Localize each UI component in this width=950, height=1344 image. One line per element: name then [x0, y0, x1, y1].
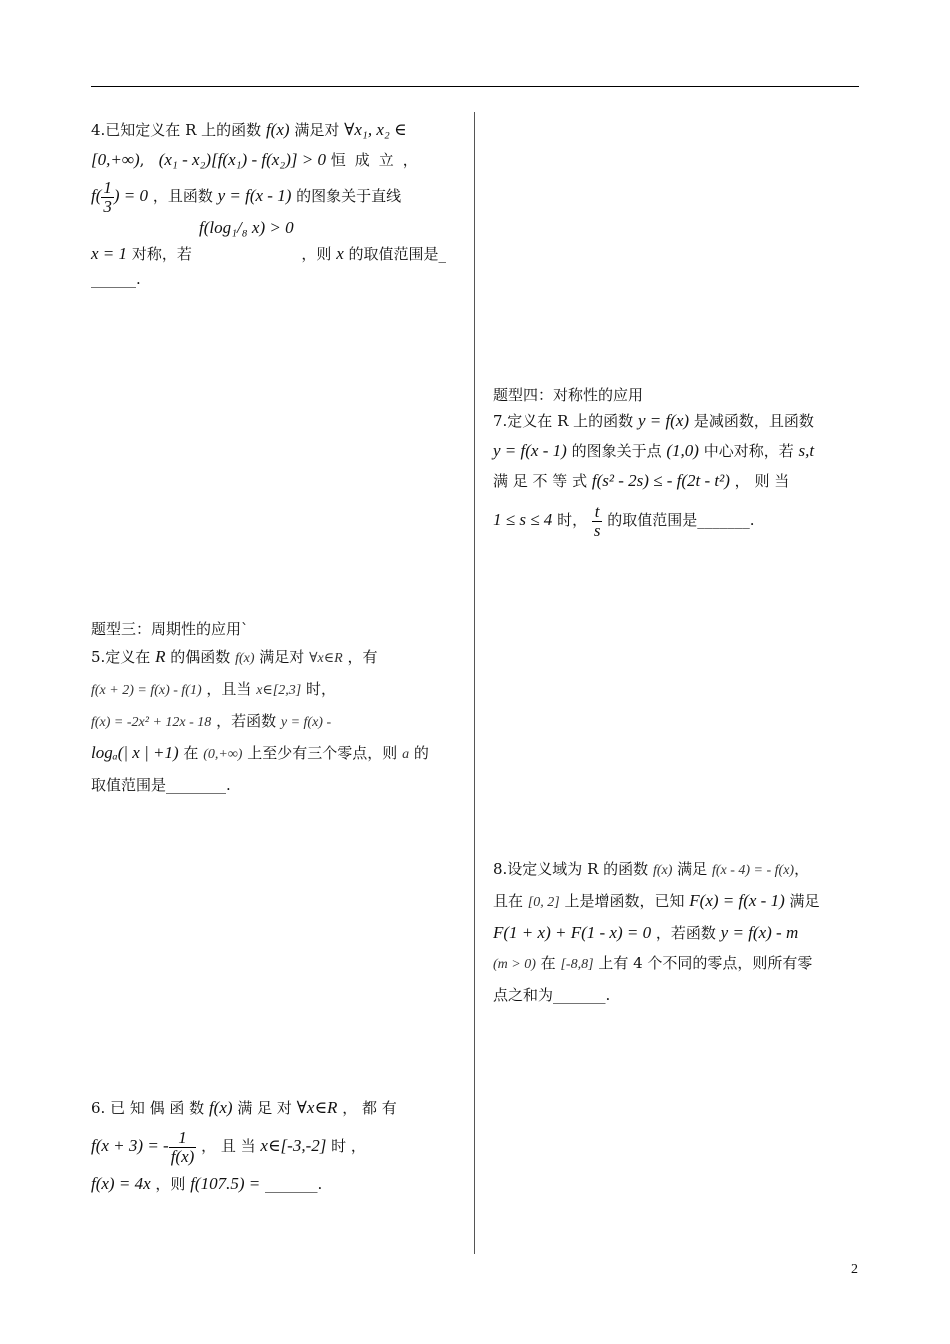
problem-4-line-5: x = 1 对称，若 ，则 x 的取值范围是_ — [91, 244, 447, 263]
problem-7-line-3: 满 足 不 等 式 f(s² - 2s) ≤ - f(2t - t²) ， 则 当 — [493, 471, 790, 490]
problem-6-line-1: 6. 已 知 偶 函 数 f(x) 满 足 对 ∀x∈R ， 都 有 — [91, 1098, 397, 1117]
problem-5-line-2: f(x + 2) = f(x) - f(1) ，且当 x∈[2,3] 时， — [91, 680, 336, 698]
problem-4-line-6: ______. — [91, 270, 141, 288]
problem-4 — [91, 115, 469, 289]
problem-7-line-2: y = f(x - 1) 的图象关于点 (1,0) 中心对称，若 s,t — [493, 441, 815, 460]
problem-5-line-5: 取值范围是________. — [91, 776, 231, 794]
fraction-one-over-fx: $\frac{1}{f(x)}$ — [170, 1127, 195, 1166]
problem-8-line-3: F(1 + x) + F(1 - x) = 0 ，若函数 y = f(x) - m — [493, 923, 799, 942]
problem-4-line-1: 4.已知定义在 R 上的函数 f(x) 满足对 ∀x₁, x₂ ∈ — [91, 120, 407, 139]
problem-8-line-2: 且在 [0, 2] 上是增函数，已知 F(x) = f(x - 1) 满足 — [493, 891, 820, 910]
problem-5 — [91, 642, 469, 800]
problem-6-line-2: f(x + 3) = - $\frac{1}{f(x)}$ ， 且 当 x∈[-3,-2] 时 ， — [91, 1127, 366, 1166]
column-divider — [474, 112, 475, 1254]
problem-6 — [91, 1093, 469, 1199]
fraction-t-over-s: $\frac{t}{s}$ — [593, 501, 601, 540]
section-heading-symmetry: 题型四：对称性的应用 — [493, 386, 644, 404]
problem-8-line-5: 点之和为_______. — [493, 986, 611, 1004]
problem-7 — [493, 406, 863, 544]
fraction-one-third: $\frac{1}{3}$ — [103, 177, 112, 216]
problem-7-line-4: 1 ≤ s ≤ 4 时， $\frac{t}{s}$ 的取值范围是_______. — [493, 501, 755, 540]
problem-4-line-2: [0,+∞), (x₁ - x₂)[f(x₁) - f(x₂)] > 0 恒成立， — [91, 150, 427, 169]
problem-4-line-4: f(log₁/₈ x) > 0 — [199, 218, 294, 237]
problem-8-line-1: 8.设定义域为 R 的函数 f(x) 满足 f(x - 4) = - f(x)， — [493, 860, 810, 878]
problem-5-line-3: f(x) = -2x² + 12x - 18 ，若函数 y = f(x) - — [91, 712, 332, 730]
problem-7-line-1: 7.定义在 R 上的函数 y = f(x) 是减函数，且函数 — [493, 411, 814, 430]
page-number: 2 — [851, 1262, 858, 1277]
problem-5-line-4: logₐ(| x | +1) 在 (0,+∞) 上至少有三个零点，则 a 的 — [91, 743, 429, 762]
problem-5-line-1: 5.定义在 R 的偶函数 f(x) 满足对 ∀x∈R ，有 — [91, 647, 378, 666]
problem-8-line-4: (m > 0) 在 [-8,8] 上有 4 个不同的零点，则所有零 — [493, 954, 813, 972]
problem-6-line-3: f(x) = 4x ，则 f(107.5) = _______. — [91, 1174, 323, 1193]
problem-8 — [493, 854, 863, 1010]
header-rule — [91, 86, 859, 87]
section-heading-periodicity: 题型三：周期性的应用` — [91, 620, 249, 638]
problem-4-line-3: f( $\frac{1}{3}$ ) = 0 ，且函数 y = f(x - 1) 的图象关于直线 — [91, 177, 402, 216]
